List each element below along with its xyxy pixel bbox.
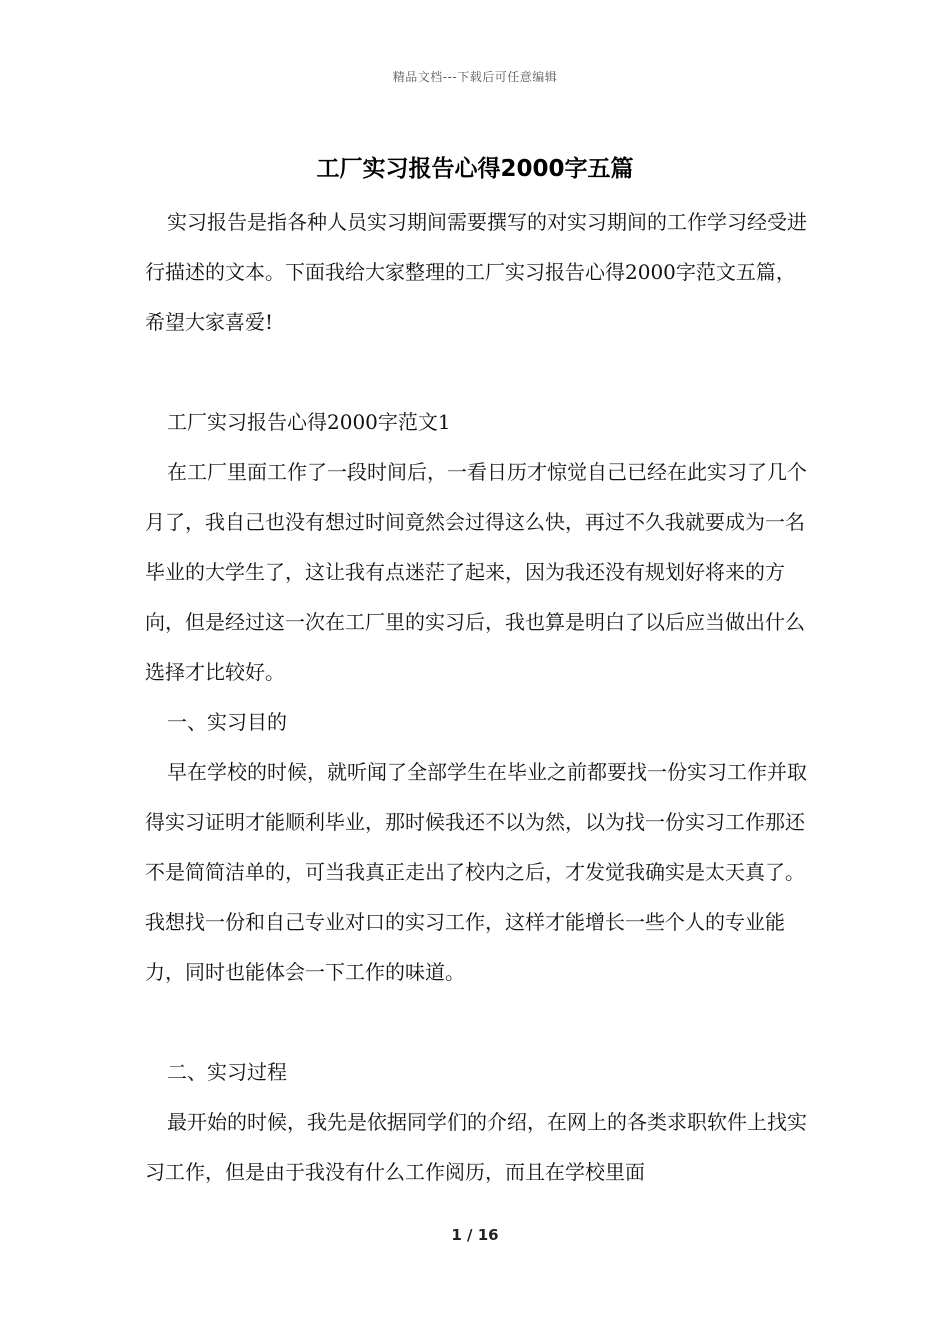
document-body — [145, 197, 810, 1197]
paragraph-3: 最开始的时候，我先是依据同学们的介绍，在网上的各类求职软件上找实习工作，但是由于我没有什么工作阅历，而且在学校里面 — [145, 1110, 807, 1184]
page-number: 1 / 16 — [451, 1226, 499, 1244]
header-note: 精品文档---下载后可任意编辑 — [392, 70, 558, 84]
heading-purpose: 一、实习目的 — [167, 710, 287, 734]
blank-line — [145, 997, 810, 1047]
intro-paragraph: 实习报告是指各种人员实习期间需要撰写的对实习期间的工作学习经受进行描述的文本。下面我给大家整理的工厂实习报告心得2000字范文五篇，希望大家喜爱! — [145, 210, 807, 334]
section-title: 工厂实习报告心得2000字范文1 — [167, 410, 451, 434]
document-title: 工厂实习报告心得2000字五篇 — [316, 156, 634, 182]
paragraph-2: 早在学校的时候，就听闻了全部学生在毕业之前都要找一份实习工作并取得实习证明才能顺利毕业，那时候我还不以为然，以为找一份实习工作那还不是简简洁单的，可当我真正走出了校内之后，才发觉我确实是太天真了。我想找一份和自己专业对口的实习工作，这样才能增长一些个人的专业能力，同时也能体会一下工作的味道。 — [145, 760, 807, 984]
heading-process: 二、实习过程 — [167, 1060, 287, 1084]
paragraph-1: 在工厂里面工作了一段时间后，一看日历才惊觉自己已经在此实习了几个月了，我自己也没有想过时间竟然会过得这么快，再过不久我就要成为一名毕业的大学生了，这让我有点迷茫了起来，因为我还没有规划好将来的方向，但是经过这一次在工厂里的实习后，我也算是明白了以后应当做出什么选择才比较好。 — [145, 460, 807, 684]
blank-line — [145, 347, 810, 397]
